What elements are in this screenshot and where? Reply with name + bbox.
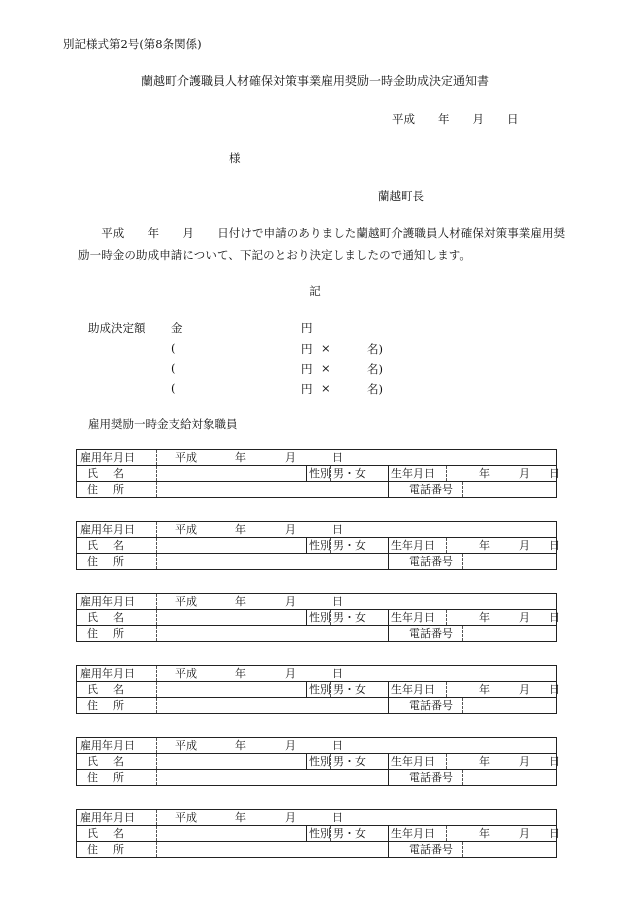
address-row	[77, 626, 557, 642]
name-field[interactable]	[157, 826, 307, 842]
body-text	[78, 222, 568, 266]
name-label: 氏 名	[77, 466, 157, 482]
name-row	[77, 754, 557, 770]
gender-field[interactable]: 男・女	[331, 682, 389, 698]
phone-label: 電話番号	[389, 626, 463, 642]
gender-field[interactable]: 男・女	[331, 754, 389, 770]
address-field[interactable]	[157, 770, 389, 786]
hire-date-field[interactable]	[157, 594, 557, 610]
gender-field[interactable]: 男・女	[331, 466, 389, 482]
addressee: 様	[229, 151, 241, 165]
grant-row-mei: 名)	[367, 382, 383, 396]
employee-record-table	[76, 449, 560, 498]
phone-label: 電話番号	[389, 842, 463, 858]
grant-open-paren: (	[171, 381, 176, 395]
address-row	[77, 842, 557, 858]
hire-date-row	[77, 738, 557, 754]
hire-day-unit: 日	[332, 451, 343, 464]
grant-label: 助成決定額	[88, 321, 146, 335]
phone-label: 電話番号	[389, 554, 463, 570]
address-field[interactable]	[157, 482, 389, 498]
hire-era: 平成	[175, 667, 197, 680]
name-row	[77, 826, 557, 842]
hire-date-label: 雇用年月日	[77, 738, 157, 754]
hire-date-label: 雇用年月日	[77, 666, 157, 682]
name-field[interactable]	[157, 610, 307, 626]
name-row	[77, 682, 557, 698]
address-row	[77, 482, 557, 498]
hire-year-unit: 年	[235, 523, 246, 536]
birth-day-unit: 日	[549, 467, 560, 480]
phone-field[interactable]	[463, 626, 557, 642]
grant-row-yen: 円	[301, 362, 313, 376]
phone-field[interactable]	[463, 698, 557, 714]
address-label: 住 所	[77, 554, 157, 570]
hire-month-unit: 月	[285, 523, 296, 536]
section-heading: 雇用奨励一時金支給対象職員	[88, 417, 238, 431]
hire-year-unit: 年	[235, 595, 246, 608]
name-label: 氏 名	[77, 826, 157, 842]
phone-label: 電話番号	[389, 698, 463, 714]
birth-month-unit: 月	[519, 539, 530, 552]
birth-year-unit: 年	[479, 539, 490, 552]
grant-row-times: ×	[321, 381, 331, 395]
name-field[interactable]	[157, 466, 307, 482]
gender-label: 性別	[307, 754, 331, 770]
grant-row-times: ×	[321, 361, 331, 375]
birthdate-field[interactable]	[447, 538, 560, 554]
address-field[interactable]	[157, 626, 389, 642]
hire-date-row	[77, 594, 557, 610]
hire-year-unit: 年	[235, 811, 246, 824]
name-label: 氏 名	[77, 682, 157, 698]
address-label: 住 所	[77, 626, 157, 642]
ki-marker: 記	[309, 284, 321, 298]
hire-date-row	[77, 810, 557, 826]
birth-month-unit: 月	[519, 611, 530, 624]
phone-field[interactable]	[463, 770, 557, 786]
hire-day-unit: 日	[332, 523, 343, 536]
name-label: 氏 名	[77, 538, 157, 554]
birth-year-unit: 年	[479, 755, 490, 768]
hire-date-label: 雇用年月日	[77, 522, 157, 538]
notice-date: 平成 年 月 日	[392, 112, 519, 126]
hire-date-row	[77, 450, 557, 466]
grant-row-yen: 円	[301, 382, 313, 396]
address-row	[77, 698, 557, 714]
name-row	[77, 610, 557, 626]
phone-field[interactable]	[463, 482, 557, 498]
document-title: 蘭越町介護職員人材確保対策事業雇用奨励一時金助成決定通知書	[140, 74, 489, 88]
gender-label: 性別	[307, 610, 331, 626]
birth-year-unit: 年	[479, 611, 490, 624]
hire-day-unit: 日	[332, 811, 343, 824]
name-field[interactable]	[157, 754, 307, 770]
hire-date-field[interactable]	[157, 738, 557, 754]
birth-month-unit: 月	[519, 467, 530, 480]
gender-label: 性別	[307, 826, 331, 842]
hire-date-row	[77, 522, 557, 538]
employee-record-table	[76, 521, 560, 570]
gender-field[interactable]: 男・女	[331, 826, 389, 842]
hire-era: 平成	[175, 739, 197, 752]
birth-day-unit: 日	[549, 611, 560, 624]
address-field[interactable]	[157, 698, 389, 714]
phone-label: 電話番号	[389, 770, 463, 786]
address-row	[77, 770, 557, 786]
birthdate-field[interactable]	[447, 610, 560, 626]
employee-record-table	[76, 809, 560, 858]
grant-row-mei: 名)	[367, 342, 383, 356]
name-row	[77, 538, 557, 554]
grant-open-paren: (	[171, 361, 176, 375]
gender-field[interactable]: 男・女	[331, 538, 389, 554]
hire-year-unit: 年	[235, 667, 246, 680]
address-field[interactable]	[157, 554, 389, 570]
birth-year-unit: 年	[479, 683, 490, 696]
employee-record-table	[76, 737, 560, 786]
address-label: 住 所	[77, 482, 157, 498]
name-label: 氏 名	[77, 610, 157, 626]
name-row	[77, 466, 557, 482]
hire-era: 平成	[175, 595, 197, 608]
hire-date-field[interactable]	[157, 450, 557, 466]
hire-month-unit: 月	[285, 739, 296, 752]
hire-date-label: 雇用年月日	[77, 810, 157, 826]
gender-label: 性別	[307, 466, 331, 482]
address-field[interactable]	[157, 842, 389, 858]
address-label: 住 所	[77, 770, 157, 786]
hire-date-field[interactable]	[157, 810, 557, 826]
birthdate-label: 生年月日	[389, 610, 447, 626]
address-label: 住 所	[77, 698, 157, 714]
hire-date-field[interactable]	[157, 522, 557, 538]
hire-date-label: 雇用年月日	[77, 594, 157, 610]
birthdate-label: 生年月日	[389, 754, 447, 770]
hire-era: 平成	[175, 451, 197, 464]
grant-row-yen: 円	[301, 342, 313, 356]
birth-day-unit: 日	[549, 755, 560, 768]
birth-day-unit: 日	[549, 683, 560, 696]
birth-day-unit: 日	[549, 539, 560, 552]
body-text-content: 平成 年 月 日付けで申請のありました蘭越町介護職員人材確保対策事業雇用奨励一時金の助成申請について、下記のとおり決定しましたので通知します。	[78, 226, 566, 262]
grant-open-paren: (	[171, 341, 176, 355]
grant-row-mei: 名)	[367, 362, 383, 376]
hire-year-unit: 年	[235, 739, 246, 752]
hire-date-field[interactable]	[157, 666, 557, 682]
birth-year-unit: 年	[479, 467, 490, 480]
phone-field[interactable]	[463, 554, 557, 570]
hire-month-unit: 月	[285, 811, 296, 824]
address-row	[77, 554, 557, 570]
grant-row-times: ×	[321, 341, 331, 355]
issuer: 蘭越町長	[378, 189, 424, 203]
birthdate-label: 生年月日	[389, 538, 447, 554]
employee-record-table	[76, 665, 560, 714]
gender-label: 性別	[307, 538, 331, 554]
name-field[interactable]	[157, 538, 307, 554]
grant-kin: 金	[171, 321, 183, 335]
hire-month-unit: 月	[285, 451, 296, 464]
hire-year-unit: 年	[235, 451, 246, 464]
hire-day-unit: 日	[332, 739, 343, 752]
name-field[interactable]	[157, 682, 307, 698]
hire-date-label: 雇用年月日	[77, 450, 157, 466]
birth-month-unit: 月	[519, 683, 530, 696]
birthdate-field[interactable]	[447, 466, 560, 482]
employee-record-table	[76, 593, 560, 642]
birthdate-field[interactable]	[447, 754, 560, 770]
gender-label: 性別	[307, 682, 331, 698]
address-label: 住 所	[77, 842, 157, 858]
grant-yen: 円	[301, 321, 313, 335]
birth-month-unit: 月	[519, 827, 530, 840]
hire-day-unit: 日	[332, 667, 343, 680]
hire-month-unit: 月	[285, 667, 296, 680]
birthdate-label: 生年月日	[389, 826, 447, 842]
hire-date-row	[77, 666, 557, 682]
birth-year-unit: 年	[479, 827, 490, 840]
birth-month-unit: 月	[519, 755, 530, 768]
hire-era: 平成	[175, 811, 197, 824]
hire-day-unit: 日	[332, 595, 343, 608]
phone-label: 電話番号	[389, 482, 463, 498]
birthdate-field[interactable]	[447, 682, 560, 698]
name-label: 氏 名	[77, 754, 157, 770]
birthdate-label: 生年月日	[389, 466, 447, 482]
phone-field[interactable]	[463, 842, 557, 858]
gender-field[interactable]: 男・女	[331, 610, 389, 626]
hire-era: 平成	[175, 523, 197, 536]
form-number: 別記様式第2号(第8条関係)	[63, 37, 202, 51]
birthdate-label: 生年月日	[389, 682, 447, 698]
birthdate-field[interactable]	[447, 826, 560, 842]
hire-month-unit: 月	[285, 595, 296, 608]
birth-day-unit: 日	[549, 827, 560, 840]
